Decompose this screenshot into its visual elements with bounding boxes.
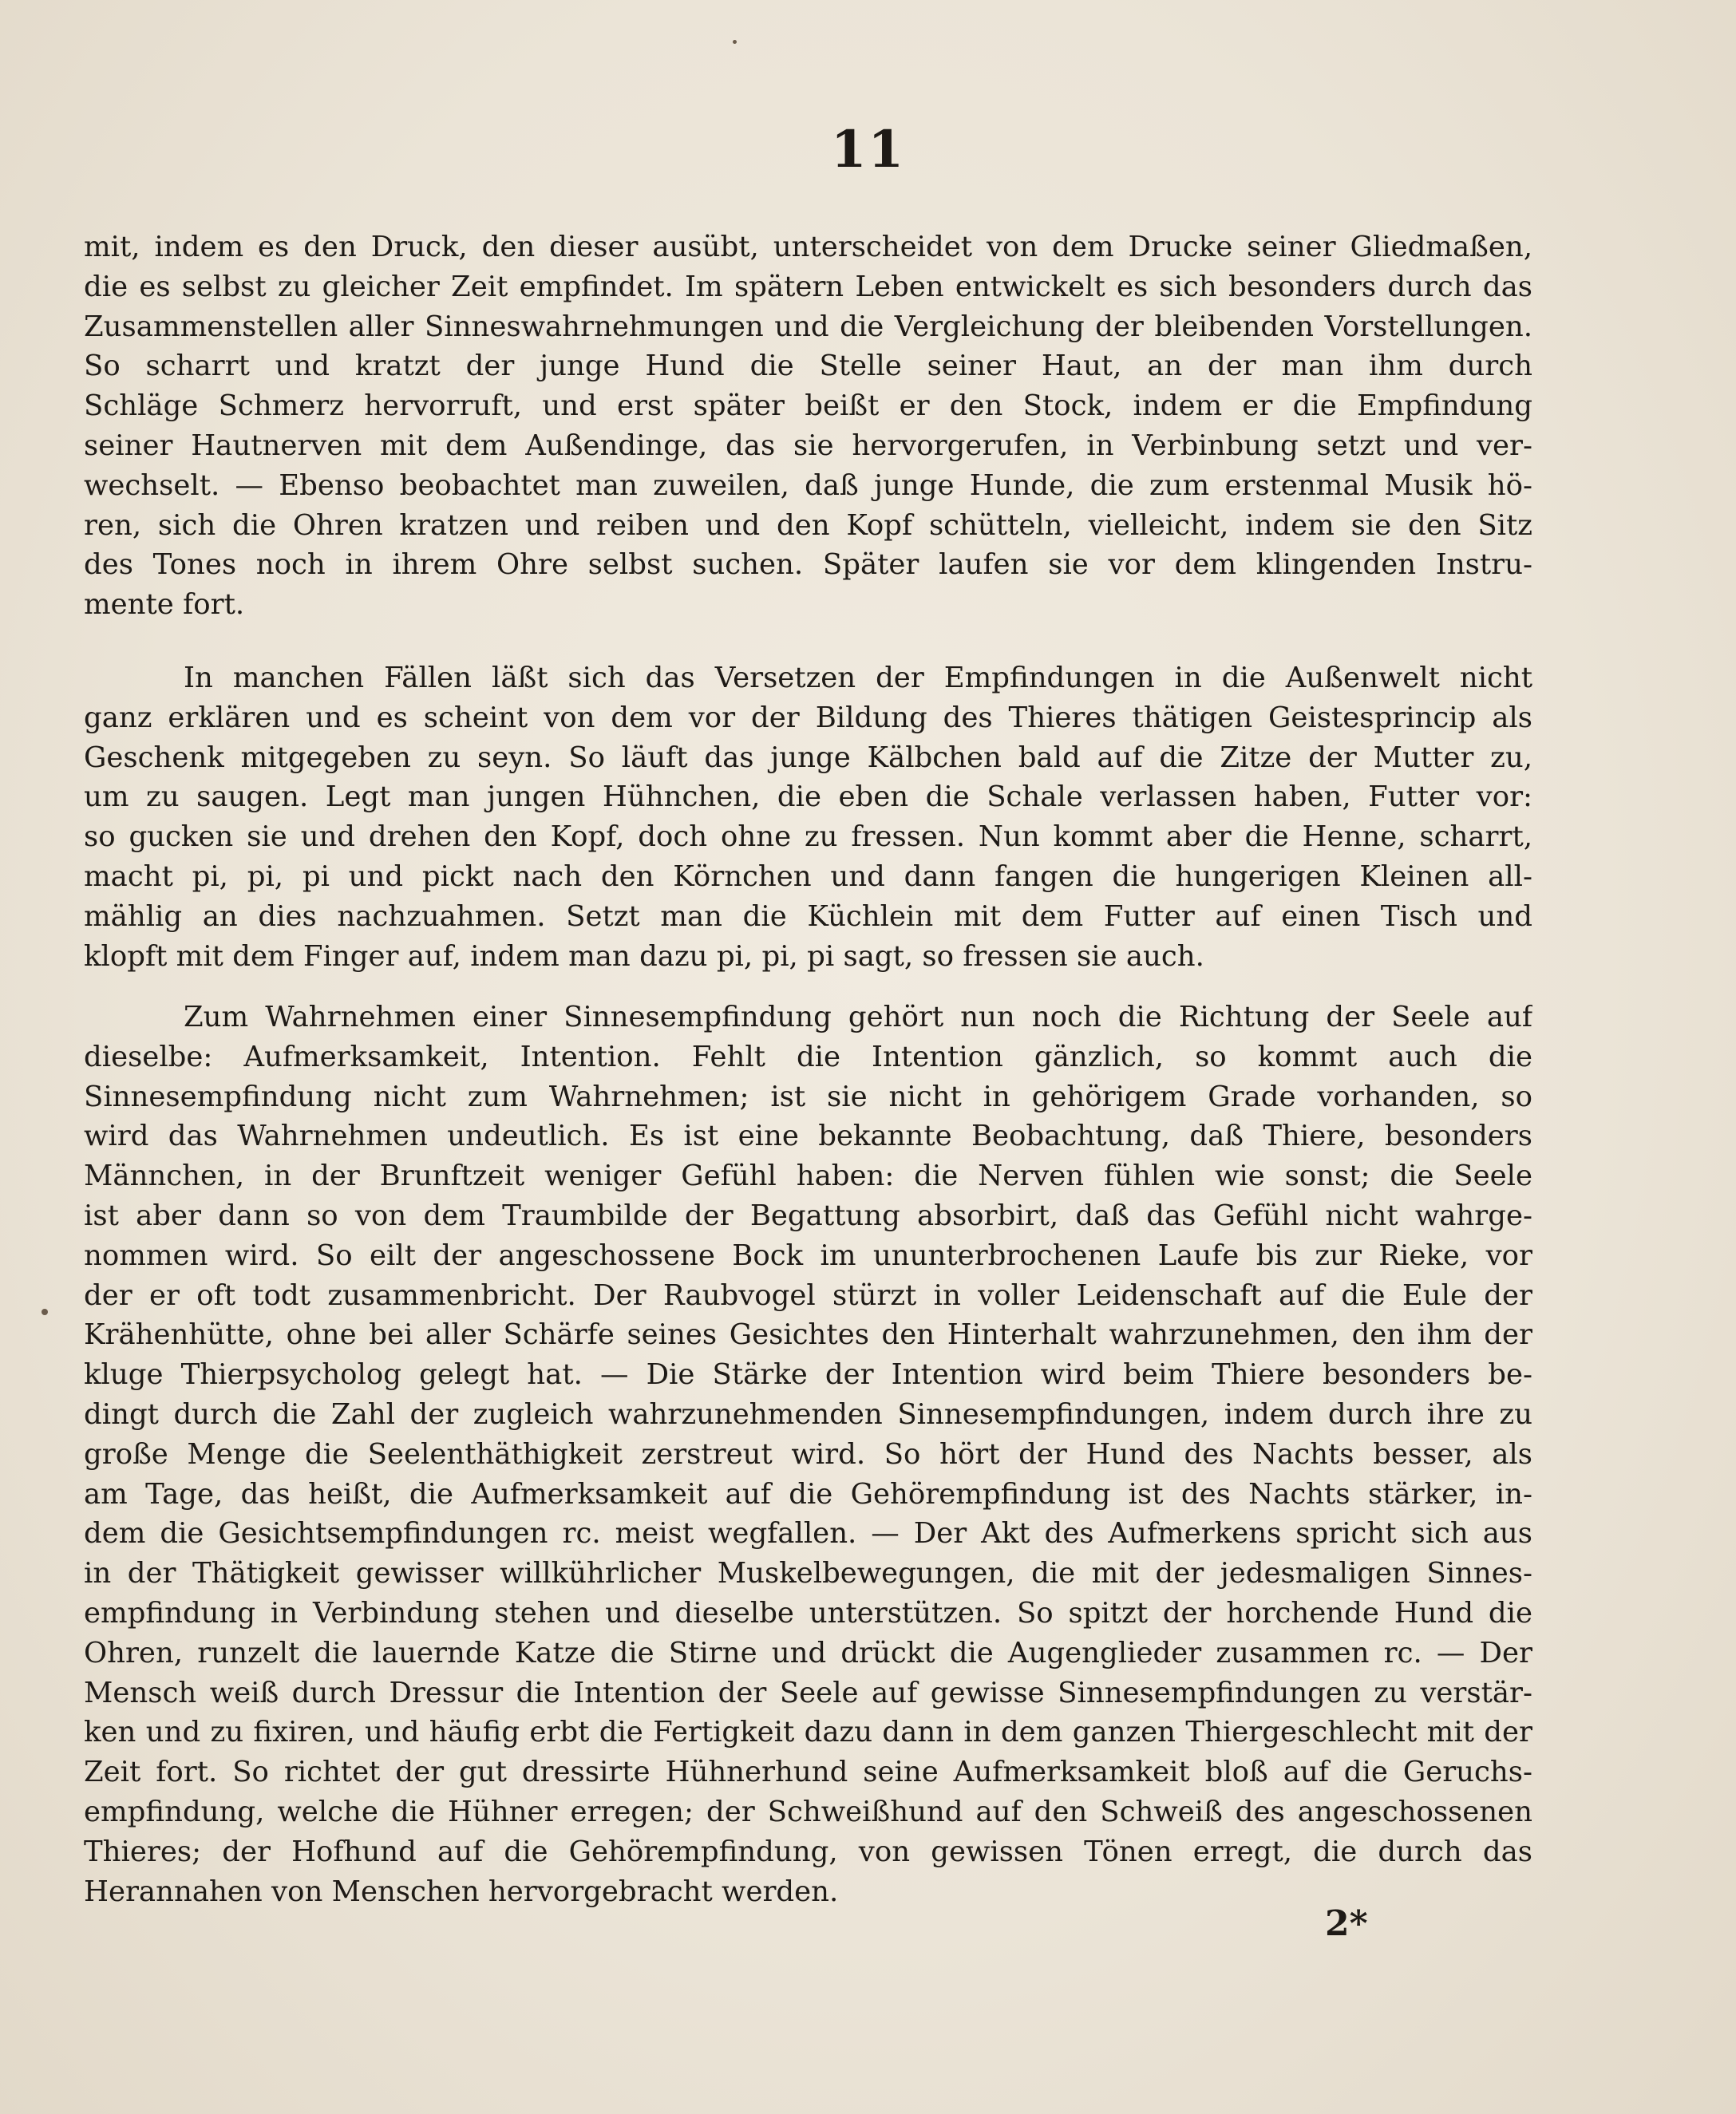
- text-line: Herannahen von Menschen hervorgebracht werden.: [84, 1875, 839, 1908]
- paper-speck: [733, 40, 737, 44]
- signature-mark: 2*: [1325, 1903, 1368, 1944]
- text-line: kluge Thierpsycholog gelegt hat. — Die Stärke der Intention wird beim Thiere besonders be-: [84, 1358, 1532, 1392]
- text-line: Zeit fort. So richtet der gut dressirte Hühnerhund seine Aufmerksamkeit bloß auf die Geruchs-: [84, 1756, 1532, 1789]
- text-line: am Tage, das heißt, die Aufmerksamkeit auf die Gehörempfindung ist des Nachts stärker, in-: [84, 1477, 1532, 1511]
- text-line: wird das Wahrnehmen undeutlich. Es ist eine bekannte Beobachtung, daß Thiere, besonders: [84, 1120, 1532, 1153]
- paragraph-2: [84, 658, 1532, 976]
- text-line: um zu saugen. Legt man jungen Hühnchen, die eben die Schale verlassen haben, Futter vor:: [84, 780, 1532, 814]
- text-line: große Menge die Seelenthäthigkeit zerstreut wird. So hört der Hund des Nachts besser, als: [84, 1437, 1532, 1471]
- text-line: Thieres; der Hofhund auf die Gehörempfindung, von gewissen Tönen erregt, die durch das: [84, 1835, 1532, 1868]
- text-line: mente fort.: [84, 588, 245, 622]
- text-line: Mensch weiß durch Dressur die Intention der Seele auf gewisse Sinnesempfindungen zu verstär-: [84, 1676, 1532, 1709]
- text-line: dieselbe: Aufmerksamkeit, Intention. Fehlt die Intention gänzlich, so kommt auch die: [84, 1040, 1532, 1073]
- text-line: ist aber dann so von dem Traumbilde der Begattung absorbirt, daß das Gefühl nicht wahrge-: [84, 1199, 1532, 1232]
- text-line: dem die Gesichtsempfindungen rc. meist wegfallen. — Der Akt des Aufmerkens spricht sich aus: [84, 1517, 1532, 1551]
- text-line: So scharrt und kratzt der junge Hund die Stelle seiner Haut, an der man ihm durch: [84, 350, 1532, 383]
- text-line: des Tones noch in ihrem Ohre selbst suchen. Später laufen sie vor dem klingenden Instru-: [84, 548, 1532, 582]
- text-line: ken und zu fixiren, und häufig erbt die Fertigkeit dazu dann in dem ganzen Thiergeschlecht mit der: [84, 1716, 1532, 1749]
- text-line: Ohren, runzelt die lauernde Katze die Stirne und drückt die Augenglieder zusammen rc. — Der: [84, 1636, 1532, 1669]
- paragraph-1: [84, 227, 1532, 625]
- text-line: Zusammenstellen aller Sinneswahrnehmungen und die Vergleichung der bleibenden Vorstellungen.: [84, 310, 1532, 343]
- text-line: in der Thätigkeit gewisser willkührlicher Muskelbewegungen, die mit der jedesmaligen Sinnes-: [84, 1557, 1532, 1590]
- text-line: Sinnesempfindung nicht zum Wahrnehmen; ist sie nicht in gehörigem Grade vorhanden, so: [84, 1080, 1532, 1113]
- page-number: 11: [830, 120, 906, 180]
- text-line: mit, indem es den Druck, den dieser ausübt, unterscheidet von dem Drucke seiner Gliedmaßen,: [84, 231, 1532, 263]
- text-line: dingt durch die Zahl der zugleich wahrzunehmenden Sinnesempfindungen, indem durch ihre zu: [84, 1397, 1532, 1431]
- paper-speck: [42, 1309, 48, 1315]
- text-line: ren, sich die Ohren kratzen und reiben und den Kopf schütteln, vielleicht, indem sie den Sitz: [84, 508, 1532, 542]
- text-line: mählig an dies nachzuahmen. Setzt man die Küchlein mit dem Futter auf einen Tisch und: [84, 899, 1532, 933]
- text-line: der er oft todt zusammenbricht. Der Raubvogel stürzt in voller Leidenschaft auf die Eule der: [84, 1278, 1532, 1312]
- text-line: die es selbst zu gleicher Zeit empfindet. Im spätern Leben entwickelt es sich besonders durch das: [84, 270, 1532, 303]
- text-line: wechselt. — Ebenso beobachtet man zuweilen, daß junge Hunde, die zum erstenmal Musik hö-: [84, 468, 1532, 502]
- paragraph-3: [84, 998, 1532, 1911]
- text-line: ganz erklären und es scheint von dem vor der Bildung des Thieres thätigen Geistesprincip als: [84, 701, 1532, 734]
- text-line: klopft mit dem Finger auf, indem man dazu pi, pi, pi sagt, so fressen sie auch.: [84, 939, 1204, 973]
- text-line: Zum Wahrnehmen einer Sinnesempfindung gehört nun noch die Richtung der Seele auf: [184, 1001, 1532, 1033]
- text-line: Schläge Schmerz hervorruft, und erst später beißt er den Stock, indem er die Empfindung: [84, 389, 1532, 423]
- text-line: so gucken sie und drehen den Kopf, doch ohne zu fressen. Nun kommt aber die Henne, scharrt,: [84, 820, 1532, 854]
- text-line: In manchen Fällen läßt sich das Versetzen der Empfindungen in die Außenwelt nicht: [184, 662, 1532, 694]
- text-line: Geschenk mitgegeben zu seyn. So läuft das junge Kälbchen bald auf die Zitze der Mutter zu,: [84, 741, 1532, 774]
- text-line: empfindung in Verbindung stehen und dieselbe unterstützen. So spitzt der horchende Hund die: [84, 1596, 1532, 1630]
- text-line: seiner Hautnerven mit dem Außendinge, das sie hervorgerufen, in Verbinbung setzt und ver-: [84, 429, 1532, 462]
- text-line: macht pi, pi, pi und pickt nach den Körnchen und dann fangen die hungerigen Kleinen all-: [84, 859, 1532, 893]
- text-line: empfindung, welche die Hühner erregen; der Schweißhund auf den Schweiß des angeschossenen: [84, 1795, 1532, 1828]
- text-line: nommen wird. So eilt der angeschossene Bock im ununterbrochenen Laufe bis zur Rieke, vor: [84, 1239, 1532, 1272]
- text-line: Krähenhütte, ohne bei aller Schärfe seines Gesichtes den Hinterhalt wahrzunehmen, den ihm der: [84, 1318, 1532, 1352]
- text-line: Männchen, in der Brunftzeit weniger Gefühl haben: die Nerven fühlen wie sonst; die Seele: [84, 1160, 1532, 1193]
